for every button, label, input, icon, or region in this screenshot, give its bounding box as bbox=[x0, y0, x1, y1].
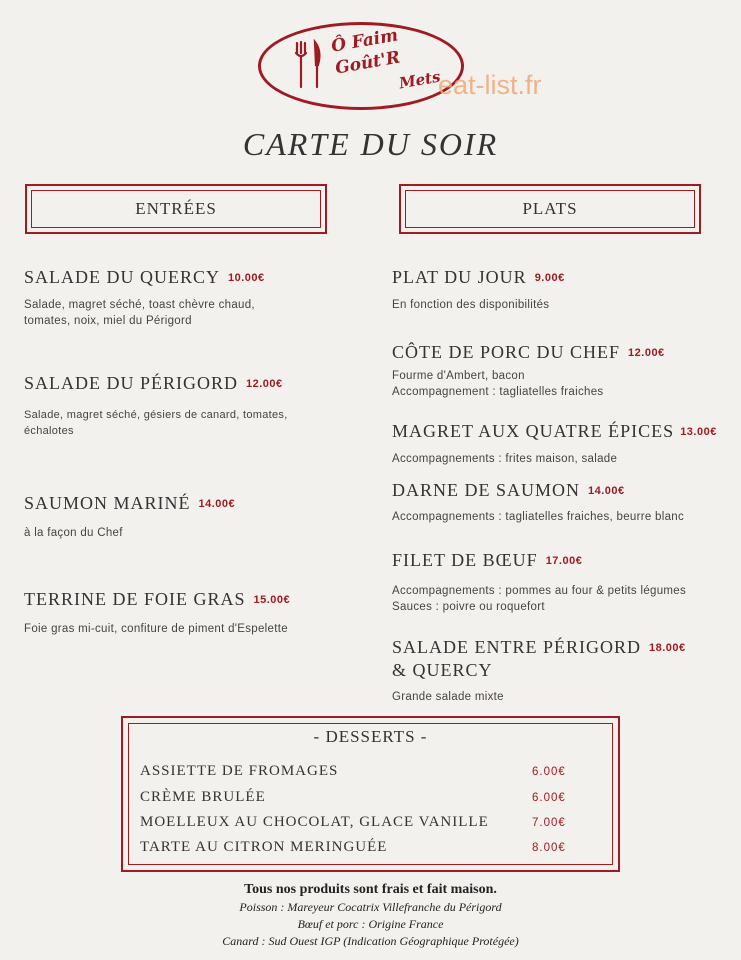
dessert-price: 6.00€ bbox=[532, 792, 566, 804]
desserts-section bbox=[121, 716, 620, 872]
dish-name: SALADE DU QUERCY bbox=[24, 267, 220, 287]
dish-name: SALADE ENTRE PÉRIGORD bbox=[392, 637, 641, 657]
dessert-price: 6.00€ bbox=[532, 766, 566, 778]
plat-item bbox=[392, 636, 686, 705]
dish-description: Accompagnements : pommes au four & petits légumes bbox=[392, 585, 687, 597]
dish-description: Salade, magret séché, toast chèvre chaud, bbox=[24, 299, 255, 311]
menu-title: CARTE DU SOIR bbox=[242, 126, 499, 162]
dessert-row bbox=[140, 789, 568, 811]
entree-item bbox=[24, 372, 288, 439]
dish-name: CÔTE DE PORC DU CHEF bbox=[392, 342, 621, 362]
dish-price: 12.00€ bbox=[246, 378, 283, 390]
dish-description: Grande salade mixte bbox=[392, 691, 504, 703]
footer-origin-meat: Bœuf et porc : Origine France bbox=[297, 917, 444, 931]
dish-name: SAUMON MARINÉ bbox=[24, 493, 191, 513]
dessert-name: TARTE AU CITRON MERINGUÉE bbox=[140, 839, 388, 855]
desserts-heading: - DESSERTS - bbox=[313, 727, 428, 746]
dish-description: Accompagnement : tagliatelles fraiches bbox=[392, 386, 604, 398]
dessert-price: 7.00€ bbox=[532, 817, 566, 829]
plat-item bbox=[392, 420, 717, 467]
dessert-row bbox=[140, 839, 568, 861]
logo-text-line1: Ô Faim bbox=[329, 25, 400, 57]
dish-name-continued: & QUERCY bbox=[392, 660, 493, 680]
dish-price: 10.00€ bbox=[228, 272, 265, 284]
plat-item bbox=[392, 341, 665, 400]
dish-price: 18.00€ bbox=[649, 642, 686, 654]
dessert-price: 8.00€ bbox=[532, 842, 566, 854]
dessert-name: ASSIETTE DE FROMAGES bbox=[140, 763, 339, 779]
dish-name: PLAT DU JOUR bbox=[392, 267, 527, 287]
dessert-row bbox=[140, 763, 568, 785]
logo-text-line2: Goût'R bbox=[333, 47, 402, 79]
dessert-name: CRÈME BRULÉE bbox=[140, 789, 266, 805]
footer-origin-fish: Poisson : Mareyeur Cocatrix Villefranche du Périgord bbox=[239, 900, 502, 914]
plats-header bbox=[399, 184, 701, 234]
plat-item bbox=[392, 549, 686, 615]
dessert-row bbox=[140, 814, 568, 836]
plat-item bbox=[392, 479, 684, 525]
watermark: eat-list.fr bbox=[438, 70, 542, 100]
dish-name: MAGRET AUX QUATRE ÉPICES bbox=[392, 421, 675, 441]
plat-item bbox=[392, 266, 565, 313]
dish-price: 14.00€ bbox=[588, 485, 625, 497]
footer-note: Tous nos produits sont frais et fait maison. bbox=[244, 882, 497, 897]
dish-description: Accompagnements : frites maison, salade bbox=[392, 453, 618, 465]
dish-description: Sauces : poivre ou roquefort bbox=[392, 601, 545, 613]
entree-item bbox=[24, 588, 290, 637]
dish-price: 17.00€ bbox=[545, 555, 583, 567]
dish-name: SALADE DU PÉRIGORD bbox=[24, 373, 239, 393]
dessert-name: MOELLEUX AU CHOCOLAT, GLACE VANILLE bbox=[140, 814, 489, 830]
footer-origin-duck: Canard : Sud Ouest IGP (Indication Géographique Protégée) bbox=[222, 934, 519, 948]
plats-heading: PLATS bbox=[405, 190, 695, 228]
dish-price: 15.00€ bbox=[253, 594, 291, 606]
entrees-header bbox=[25, 184, 327, 234]
dish-description: Fourme d'Ambert, bacon bbox=[392, 370, 525, 382]
logo-text-line3: Mets bbox=[397, 67, 442, 93]
dish-description: Foie gras mi-cuit, confiture de piment d'Espelette bbox=[24, 623, 288, 635]
dish-price: 9.00€ bbox=[534, 272, 565, 284]
dish-description: à la façon du Chef bbox=[24, 527, 123, 539]
dish-description: échalotes bbox=[24, 425, 74, 437]
dish-description: En fonction des disponibilités bbox=[392, 299, 550, 311]
dish-price: 12.00€ bbox=[628, 347, 665, 359]
dish-description: Salade, magret séché, gésiers de canard, tomates, bbox=[24, 409, 288, 421]
dish-description: tomates, noix, miel du Périgord bbox=[24, 315, 192, 327]
dish-price: 14.00€ bbox=[198, 498, 236, 510]
entree-item bbox=[24, 492, 235, 541]
dish-name: FILET DE BŒUF bbox=[392, 550, 538, 570]
cutlery-icon bbox=[291, 39, 325, 91]
dish-price: 13.00€ bbox=[680, 426, 717, 438]
dish-name: TERRINE DE FOIE GRAS bbox=[24, 589, 246, 609]
entree-item bbox=[24, 266, 265, 329]
entrees-heading: ENTRÉES bbox=[31, 190, 321, 228]
dish-name: DARNE DE SAUMON bbox=[392, 480, 581, 500]
dish-description: Accompagnements : tagliatelles fraiches, beurre blanc bbox=[392, 511, 685, 523]
restaurant-logo bbox=[258, 22, 464, 110]
